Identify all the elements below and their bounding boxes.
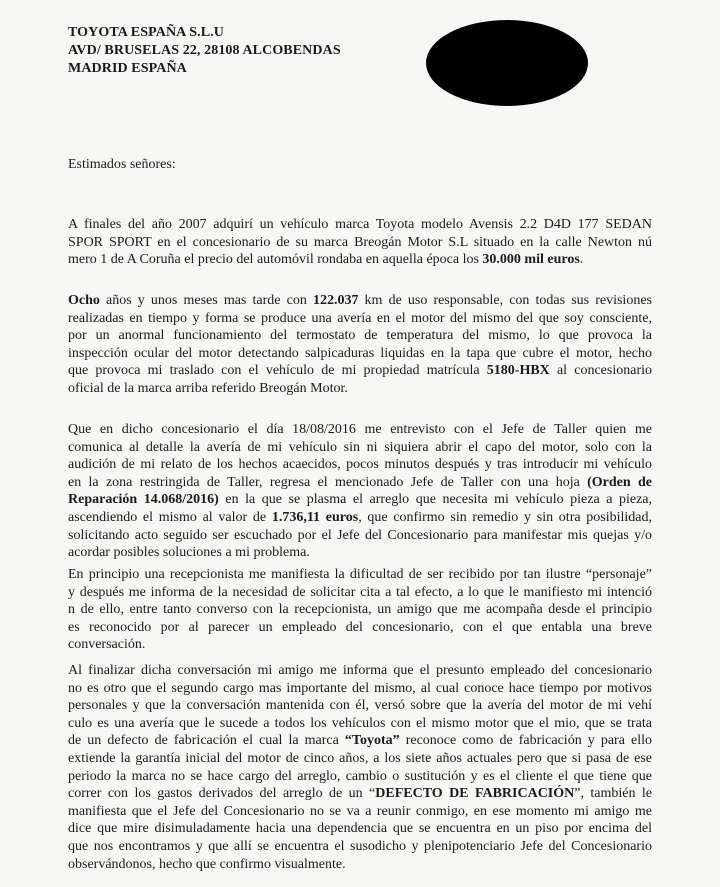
text-line: que provoca mi traslado con el vehículo de mi propiedad matrícula 5180-HBX al concesionario xyxy=(68,363,652,379)
text-line: Al finalizar dicha conversación mi amigo me informa que el presunto empleado del concesionario xyxy=(68,663,652,678)
text-line: mero 1 de A Coruña el precio del automóvil rondaba en aquella época los 30.000 mil euros. xyxy=(68,252,584,268)
text-line: conversación. xyxy=(68,637,146,653)
paragraph-5 xyxy=(68,662,652,873)
text-line: culo es una avería que le sucede a todos los vehículos con el mismo motor que el mio, que se trata xyxy=(68,715,652,731)
text-line: solicitando acto seguido ser escuchado por el Jefe del Concesionario para manifestar mis quejas y/o xyxy=(68,527,652,543)
repair-cost: 1.736,11 euros xyxy=(271,509,359,525)
paragraph-3 xyxy=(68,421,652,562)
text-line: audición de mi relato de los hechos acaecidos, pocos minutos después y tras introducir mi vehículo xyxy=(68,457,652,473)
text-line: Que en dicho concesionario el día 18/08/2016 me entrevisto con el Jefe de Taller quien me xyxy=(68,422,652,437)
text-line: acordar posibles soluciones a mi problema. xyxy=(68,545,310,561)
text-line: comunica al detalle la avería de mi vehículo sin ni siquiera abrir el capo del motor, solo con la xyxy=(68,439,652,455)
recipient-name: TOYOTA ESPAÑA S.L.U xyxy=(68,25,224,40)
brand-name: “Toyota” xyxy=(344,733,400,749)
salutation: Estimados señores: xyxy=(68,157,176,172)
text-line: correr con los gastos derivados del arreglo de un “DEFECTO DE FABRICACIÓN”, también le xyxy=(68,786,652,802)
redaction-mark xyxy=(426,20,588,106)
text-line: ascendiendo el mismo al valor de 1.736,11 euros, que confirmo sin remedio y sin otra posibilidad, xyxy=(68,509,653,525)
text-line: Reparación 14.068/2016) en la que se plasma el arreglo que necesita mi vehículo pieza a pieza, xyxy=(68,492,653,508)
text-line: En principio una recepcionista me manifiesta la dificultad de ser recibido por tan ilustre “personaje” xyxy=(68,567,652,582)
text-line: Ocho años y unos meses mas tarde con 122.037 km de uso responsable, con todas sus revisiones xyxy=(68,293,652,308)
paragraph-2 xyxy=(68,292,652,398)
paragraph-4 xyxy=(68,566,652,654)
text-line: A finales del año 2007 adquirí un vehículo marca Toyota modelo Avensis 2.2 D4D 177 SEDAN xyxy=(68,217,652,232)
text-line: de un defecto de fabricación el cual la marca “Toyota” reconoce como de fabricación y para ello xyxy=(68,733,652,749)
defect-label: DEFECTO DE FABRICACIÓN xyxy=(375,786,575,802)
text-line: no es otro que el segundo cargo mas importante del mismo, al cual conoce hace tiempo por motivos xyxy=(68,680,652,696)
license-plate: 5180-HBX xyxy=(486,363,550,379)
text-line: SPOR SPORT en el concesionario de su marca Breogán Motor S.L situado en la calle Newton nú xyxy=(68,234,652,250)
text-line: realizadas en tiempo y forma se produce una avería en el motor del mismo del que soy consciente, xyxy=(68,310,652,326)
text-line: extiende la garantía inicial del motor de cinco años, a los siete años actuales pero que si pasa de ese xyxy=(68,750,652,766)
text-line: oficial de la marca arriba referido Breogán Motor. xyxy=(68,380,348,396)
recipient-address xyxy=(68,24,341,78)
text-line: observándonos, hecho que confirmo visualmente. xyxy=(68,856,346,872)
text-line: personales y que la conversación mantenida con él, versó sobre que la avería del motor de mi vehí xyxy=(68,698,652,714)
text-line: es reconocido por al parecer un empleado del concesionario, con el que entabla una breve xyxy=(68,619,652,635)
text-line: que nos encontramos y que allí se encuentra el susodicho y plenipotenciario Jefe del Concesionario xyxy=(68,838,652,854)
text-line: manifiesta que el Jefe del Concesionario no se va a reunir conmigo, en ese momento mi amigo me xyxy=(68,803,652,819)
text-line: dice que mire disimuladamente hacia una dependencia que se encuentra en un piso por encima del xyxy=(68,821,652,837)
recipient-street: AVD/ BRUSELAS 22, 28108 ALCOBENDAS xyxy=(68,43,341,58)
text-line: periodo la marca no se hace cargo del arreglo, cambio o sustitución y es el cliente el que tiene que xyxy=(68,768,652,784)
paragraph-1 xyxy=(68,216,652,269)
price-amount: 30.000 mil euros xyxy=(482,252,580,268)
text-line: y después me informa de la necesidad de solicitar cita a tal efecto, a lo que le manifiesto mi intenció xyxy=(68,584,652,600)
text-line: en la zona restringida de Taller, regresa el mencionado Jefe de Taller con una hoja (Orden de xyxy=(68,474,652,490)
text-line: inspección ocular del motor detectando salpicaduras liquidas en la tapa que cubre el motor, hecho xyxy=(68,345,652,361)
text-line: n de ello, entre tanto converso con la recepcionista, un amigo que me acompaña desde el principio xyxy=(68,602,652,618)
recipient-city: MADRID ESPAÑA xyxy=(68,61,187,76)
repair-order: Reparación 14.068/2016) xyxy=(68,492,219,508)
mileage-value: 122.037 xyxy=(312,293,359,308)
text-line: por un anormal funcionamiento del termostato de temperatura del mismo, lo que provoca la xyxy=(68,328,652,344)
